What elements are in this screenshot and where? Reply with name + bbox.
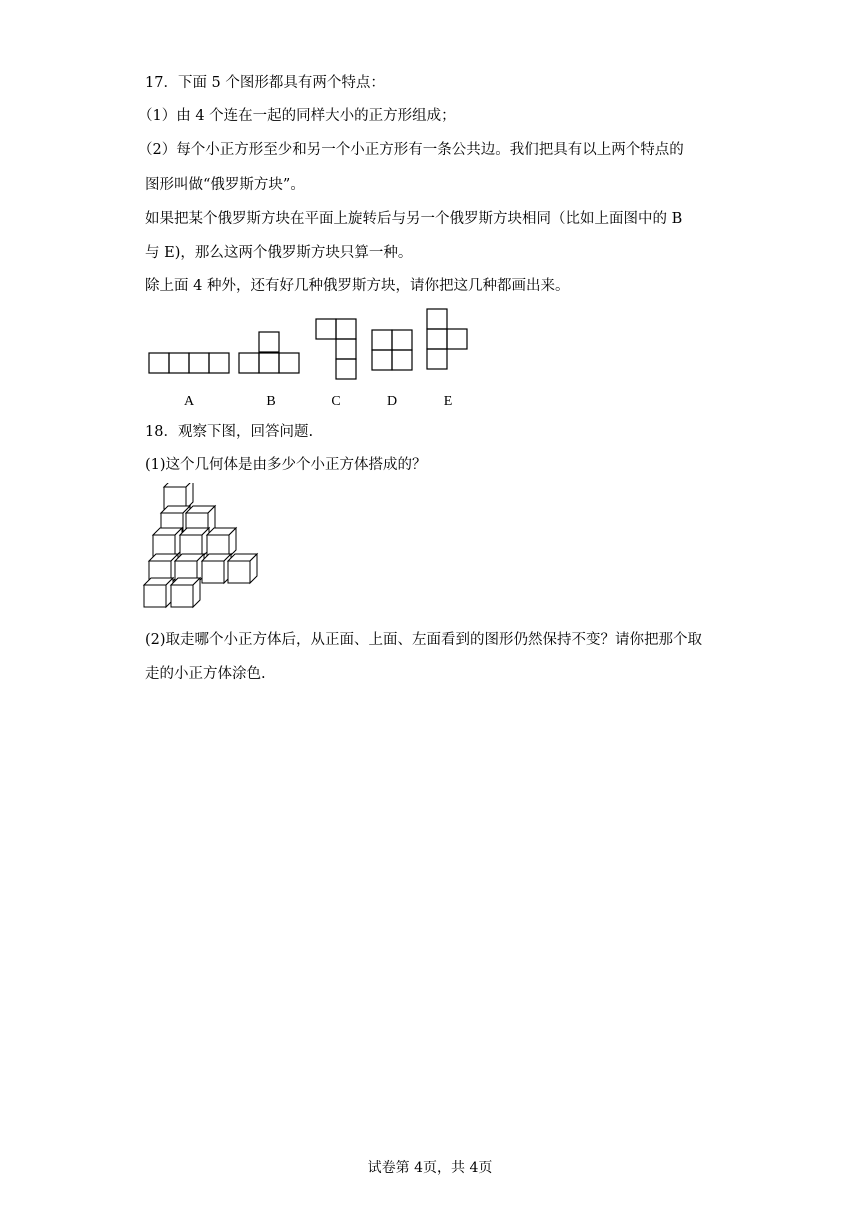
q18-line-3: (2)取走哪个小正方体后，从正面、上面、左面看到的图形仍然保持不变？请你把那个取 xyxy=(145,632,703,648)
q17-line-5: 如果把某个俄罗斯方块在平面上旋转后与另一个俄罗斯方块相同（比如上面图中的 B xyxy=(145,211,683,227)
shape-label-b: B xyxy=(266,394,276,409)
shape-b xyxy=(239,332,299,373)
cube-stack-figure xyxy=(140,483,265,611)
shape-d xyxy=(372,330,412,370)
q17-line-3: （2）每个小正方形至少和另一个小正方形有一条公共边。我们把具有以上两个特点的 xyxy=(138,142,684,158)
cube xyxy=(144,578,173,607)
shape-label-c: C xyxy=(331,394,341,409)
cube xyxy=(207,528,236,557)
shape-label-d: D xyxy=(386,394,398,409)
q17-line-7: 除上面 4 种外，还有好几种俄罗斯方块，请你把这几种都画出来。 xyxy=(145,278,570,294)
cube xyxy=(180,528,209,557)
cube xyxy=(153,528,182,557)
shape-c xyxy=(316,319,356,379)
shape-e xyxy=(427,309,467,369)
shape-label-a: A xyxy=(183,394,195,409)
page-footer: 试卷第 4页，共 4页 xyxy=(367,1160,493,1176)
cube xyxy=(228,554,257,583)
cube xyxy=(164,483,193,509)
q18-line-4: 走的小正方体涂色. xyxy=(145,666,266,682)
shape-label-e: E xyxy=(443,394,453,409)
q17-line-6: 与 E)，那么这两个俄罗斯方块只算一种。 xyxy=(145,245,413,261)
q17-line-2: （1）由 4 个连在一起的同样大小的正方形组成； xyxy=(138,108,456,124)
tetromino-figure xyxy=(140,305,480,410)
cube xyxy=(171,578,200,607)
cube xyxy=(202,554,231,583)
shape-a xyxy=(149,353,229,373)
q18-line-1: 18．观察下图，回答问题. xyxy=(145,424,314,440)
q17-line-1: 17．下面 5 个图形都具有两个特点： xyxy=(145,75,385,91)
q18-line-2: (1)这个几何体是由多少个小正方体搭成的？ xyxy=(145,457,427,473)
q17-line-4: 图形叫做“俄罗斯方块”。 xyxy=(145,177,305,193)
